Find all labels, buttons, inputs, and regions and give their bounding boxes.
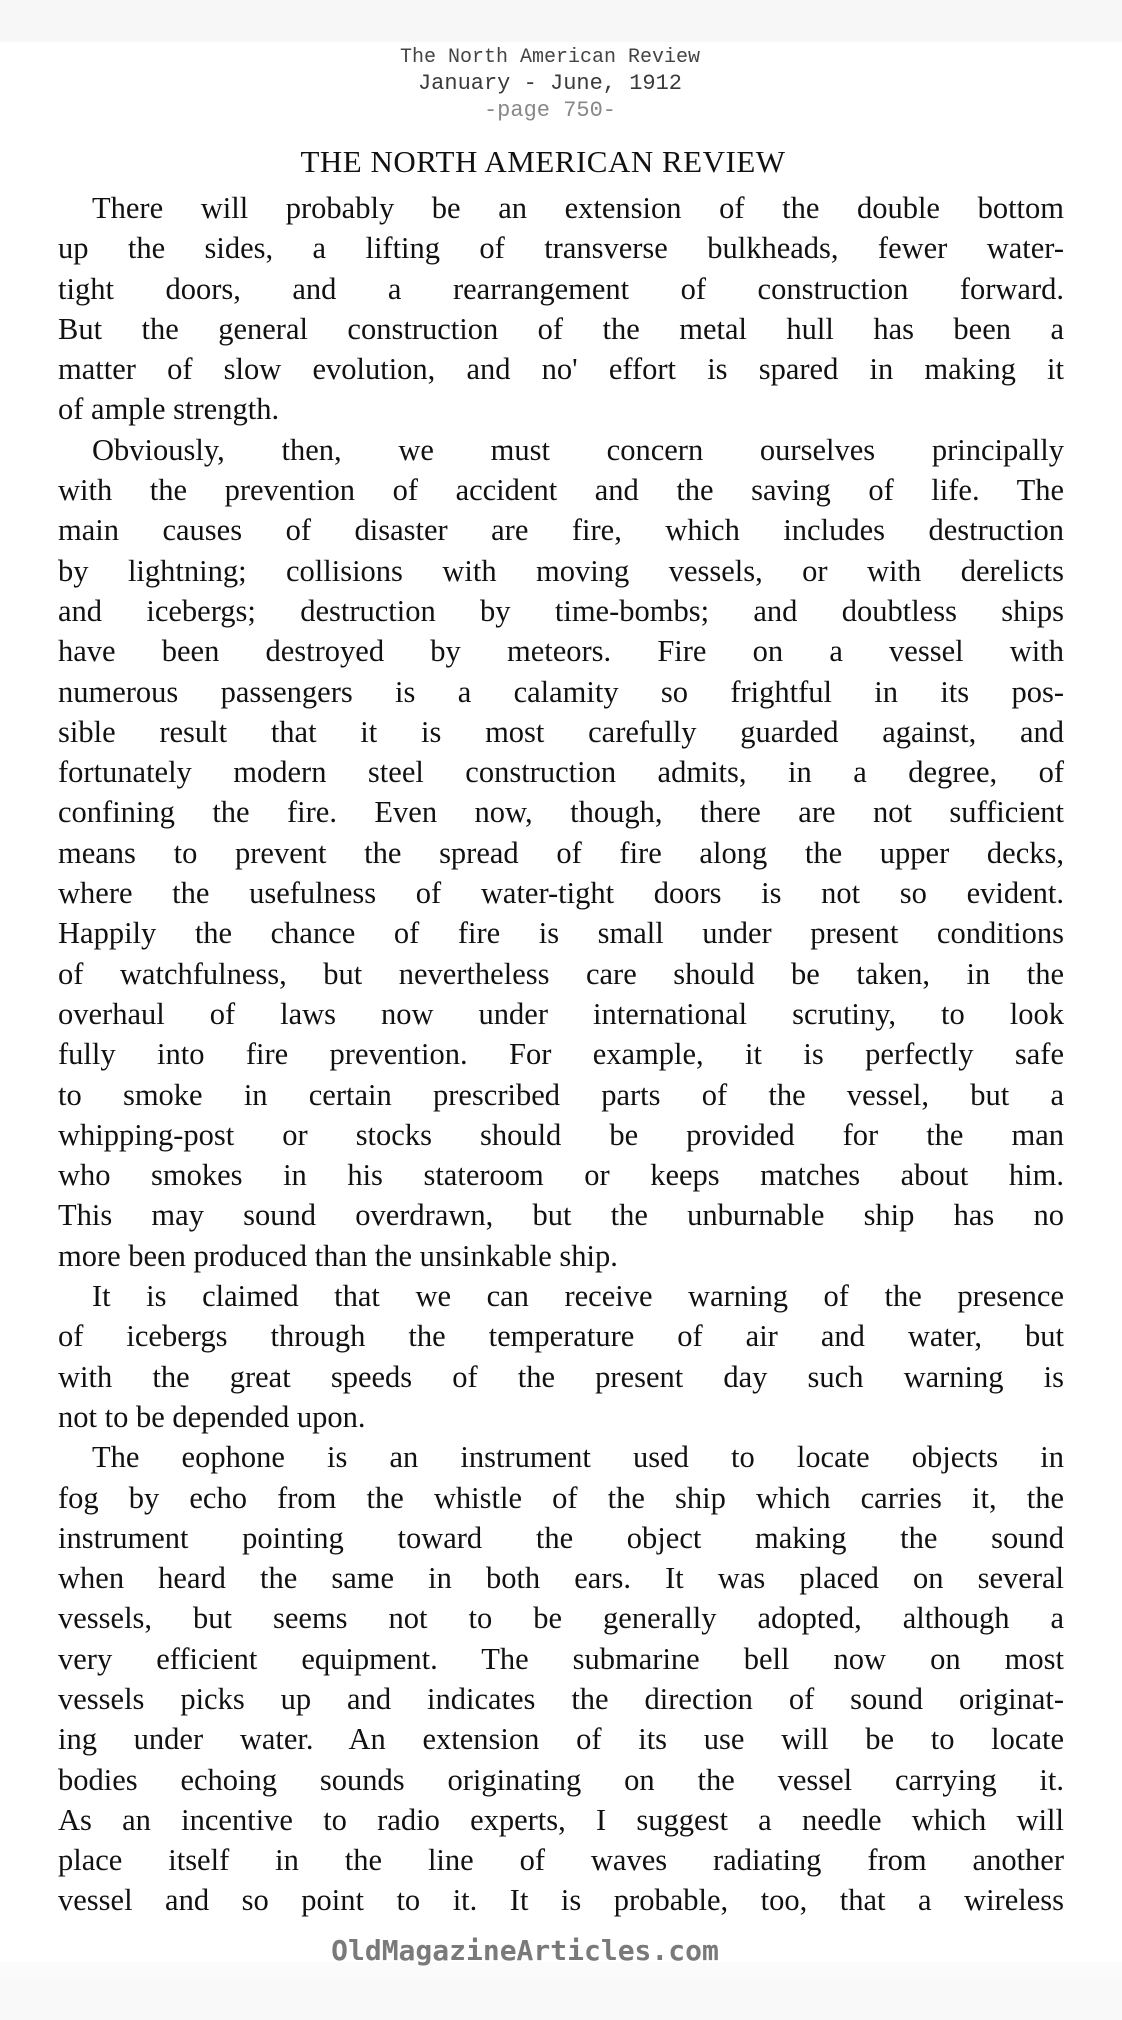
text-line: of icebergs through the temperature of air and water, but — [58, 1319, 1064, 1354]
text-line: This may sound overdrawn, but the unburnable ship has no — [58, 1198, 1064, 1233]
paragraph — [58, 1276, 1064, 1437]
text-line: to smoke in certain prescribed parts of the vessel, but a — [58, 1077, 1064, 1112]
text-line: instrument pointing toward the object making the sound — [58, 1520, 1064, 1555]
text-line: numerous passengers is a calamity so frightful in its pos- — [58, 674, 1064, 709]
text-line: There will probably be an extension of the double bottom — [92, 191, 1064, 225]
text-line: where the usefulness of water-tight doors is not so evident. — [58, 876, 1064, 911]
text-line: more been produced than the unsinkable ship. — [58, 1238, 618, 1273]
text-line: It is claimed that we can receive warning of the presence — [92, 1279, 1064, 1314]
text-line: with the great speeds of the present day such warning is — [58, 1359, 1064, 1394]
text-line: overhaul of laws now under international scrutiny, to look — [58, 996, 1064, 1031]
text-line: Obviously, then, we must concern ourselves principally — [92, 432, 1064, 467]
text-line: of ample strength. — [58, 392, 280, 427]
text-line: But the general construction of the metal hull has been a — [58, 311, 1064, 346]
text-line: sible result that it is most carefully guarded against, and — [58, 714, 1064, 749]
text-line: very efficient equipment. The submarine bell now on most — [58, 1641, 1064, 1676]
text-line: means to prevent the spread of fire along the upper decks, — [58, 835, 1064, 870]
text-line: confining the fire. Even now, though, there are not sufficient — [58, 795, 1064, 830]
text-line: place itself in the line of waves radiating from another — [58, 1843, 1064, 1878]
text-line: of watchfulness, but nevertheless care should be taken, in the — [58, 956, 1064, 991]
text-line: with the prevention of accident and the saving of life. The — [58, 473, 1064, 508]
text-line: vessels picks up and indicates the direction of sound originat- — [58, 1681, 1064, 1716]
text-line: As an incentive to radio experts, I suggest a needle which will — [58, 1802, 1064, 1837]
text-line: Happily the chance of fire is small under present conditions — [58, 916, 1064, 951]
top-margin-band — [0, 0, 1122, 42]
source-citation — [0, 46, 1122, 124]
source-page-number: -page 750- — [483, 98, 617, 123]
text-line: fog by echo from the whistle of the ship which carries it, the — [58, 1480, 1064, 1515]
paragraph — [58, 188, 1064, 430]
text-line: and icebergs; destruction by time-bombs; and doubtless ships — [58, 593, 1064, 628]
paragraph — [58, 1437, 1064, 1921]
text-line: when heard the same in both ears. It was placed on several — [58, 1561, 1064, 1596]
source-publication: The North American Review — [399, 46, 701, 69]
text-line: vessels, but seems not to be generally adopted, although a — [58, 1601, 1064, 1636]
paragraph — [58, 430, 1064, 1276]
article-body — [58, 188, 1064, 1921]
source-date-range: January - June, 1912 — [417, 71, 683, 96]
bottom-margin-band — [0, 1980, 1122, 2020]
watermark: OldMagazineArticles.com — [331, 1934, 719, 1967]
text-line: bodies echoing sounds originating on the vessel carrying it. — [58, 1762, 1064, 1797]
text-line: whipping-post or stocks should be provided for the man — [58, 1117, 1064, 1152]
text-line: The eophone is an instrument used to locate objects in — [92, 1440, 1064, 1475]
text-line: who smokes in his stateroom or keeps matches about him. — [58, 1158, 1064, 1193]
text-line: up the sides, a lifting of transverse bulkheads, fewer water- — [58, 231, 1064, 266]
text-line: fully into fire prevention. For example, it is perfectly safe — [58, 1037, 1064, 1072]
running-head: THE NORTH AMERICAN REVIEW — [300, 144, 786, 179]
text-line: not to be depended upon. — [58, 1399, 366, 1434]
text-line: vessel and so point to it. It is probable, too, that a wireless — [58, 1883, 1064, 1918]
text-line: tight doors, and a rearrangement of construction forward. — [58, 271, 1064, 306]
text-line: matter of slow evolution, and no' effort is spared in making it — [58, 352, 1064, 387]
text-line: main causes of disaster are fire, which includes destruction — [58, 513, 1064, 548]
text-line: fortunately modern steel construction admits, in a degree, of — [58, 755, 1064, 790]
text-line: by lightning; collisions with moving vessels, or with derelicts — [58, 553, 1064, 588]
text-line: ing under water. An extension of its use will be to locate — [58, 1722, 1064, 1757]
text-line: have been destroyed by meteors. Fire on a vessel with — [58, 634, 1064, 669]
